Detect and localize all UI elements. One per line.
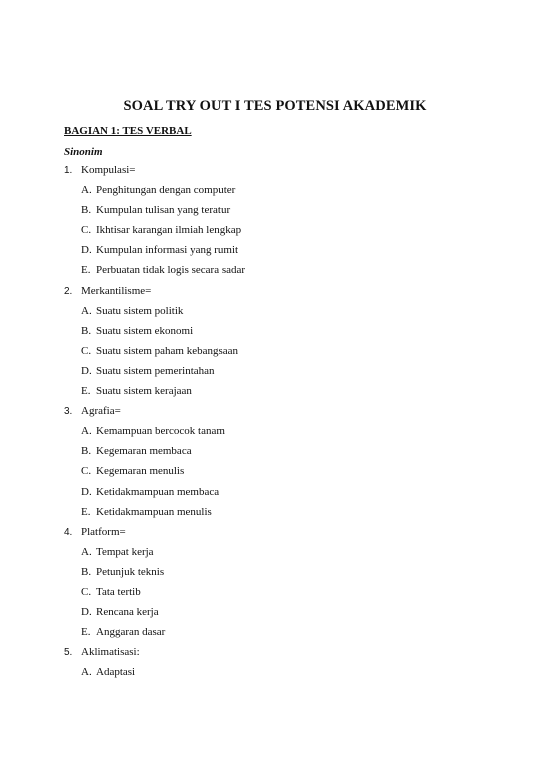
answer-option [81,502,504,522]
option-text: Kegemaran menulis [96,465,185,478]
question-item [64,281,504,402]
option-list [64,180,504,280]
question-number: 4. [64,526,73,538]
option-text: Penghitungan dengan computer [96,184,236,197]
option-letter: D. [81,364,92,377]
option-list [64,301,504,401]
option-letter: A. [81,666,92,679]
option-letter: D. [81,244,92,257]
answer-option [81,381,504,401]
option-text: Suatu sistem pemerintahan [96,364,215,377]
answer-option [81,361,504,381]
option-text: Suatu sistem paham kebangsaan [96,344,239,357]
option-list [64,421,504,521]
answer-option [81,542,504,562]
answer-option [81,441,504,461]
option-text: Suatu sistem politik [96,304,184,317]
question-text: Platform= [81,525,126,538]
option-text: Anggaran dasar [96,626,166,639]
option-text: Kumpulan tulisan yang teratur [96,204,231,217]
answer-option [81,220,504,240]
option-text: Ikhtisar karangan ilmiah lengkap [96,224,242,237]
answer-option [81,321,504,341]
question-line [64,642,504,662]
answer-option [81,180,504,200]
option-text: Kemampuan bercocok tanam [96,425,225,438]
option-letter: D. [81,606,92,619]
option-text: Suatu sistem ekonomi [96,324,194,337]
answer-option [81,562,504,582]
option-letter: A. [81,545,92,558]
question-line [64,281,504,301]
question-list [64,160,504,682]
document-title: SOAL TRY OUT I TES POTENSI AKADEMIK [123,98,427,114]
option-letter: B. [81,445,92,458]
section-heading: BAGIAN 1: TES VERBAL [64,125,192,137]
answer-option [81,582,504,602]
option-letter: B. [81,204,92,217]
answer-option [81,482,504,502]
question-text: Merkantilisme= [81,284,152,297]
option-list [64,662,504,682]
answer-option [81,421,504,441]
answer-option [81,341,504,361]
answer-option [81,622,504,642]
option-text: Ketidakmampuan menulis [96,505,212,518]
option-letter: A. [81,184,92,197]
question-number: 3. [64,406,73,418]
question-text: Aklimatisasi: [81,646,140,659]
option-text: Tata tertib [96,585,141,598]
option-letter: C. [81,465,92,478]
question-item [64,642,504,682]
option-letter: E. [81,505,91,518]
option-letter: B. [81,565,92,578]
option-text: Suatu sistem kerajaan [96,385,192,398]
answer-option [81,240,504,260]
option-letter: E. [81,626,91,639]
option-text: Kumpulan informasi yang rumit [96,244,239,257]
question-number: 2. [64,285,73,297]
question-item [64,522,504,643]
option-text: Rencana kerja [96,606,159,619]
option-text: Kegemaran membaca [96,445,192,458]
option-letter: A. [81,304,92,317]
option-text: Tempat kerja [96,545,154,558]
option-letter: D. [81,485,92,498]
question-line [64,522,504,542]
option-list [64,542,504,642]
option-letter: A. [81,425,92,438]
answer-option [81,602,504,622]
option-text: Ketidakmampuan membaca [96,485,220,498]
option-text: Perbuatan tidak logis secara sadar [96,264,246,277]
option-text: Petunjuk teknis [96,565,165,578]
option-letter: B. [81,324,92,337]
question-item [64,401,504,522]
question-line [64,160,504,180]
answer-option [81,461,504,481]
question-line [64,401,504,421]
option-letter: E. [81,264,91,277]
answer-option [81,200,504,220]
subsection-heading: Sinonim [64,146,103,158]
option-letter: C. [81,344,92,357]
answer-option [81,301,504,321]
question-number: 5. [64,647,73,659]
question-text: Agrafia= [81,405,121,418]
answer-option [81,662,504,682]
option-letter: C. [81,585,92,598]
option-letter: C. [81,224,92,237]
question-item [64,160,504,281]
question-text: Kompulasi= [81,164,136,176]
answer-option [81,260,504,280]
option-text: Adaptasi [96,666,136,679]
option-letter: E. [81,385,91,398]
question-number: 1. [64,165,73,176]
